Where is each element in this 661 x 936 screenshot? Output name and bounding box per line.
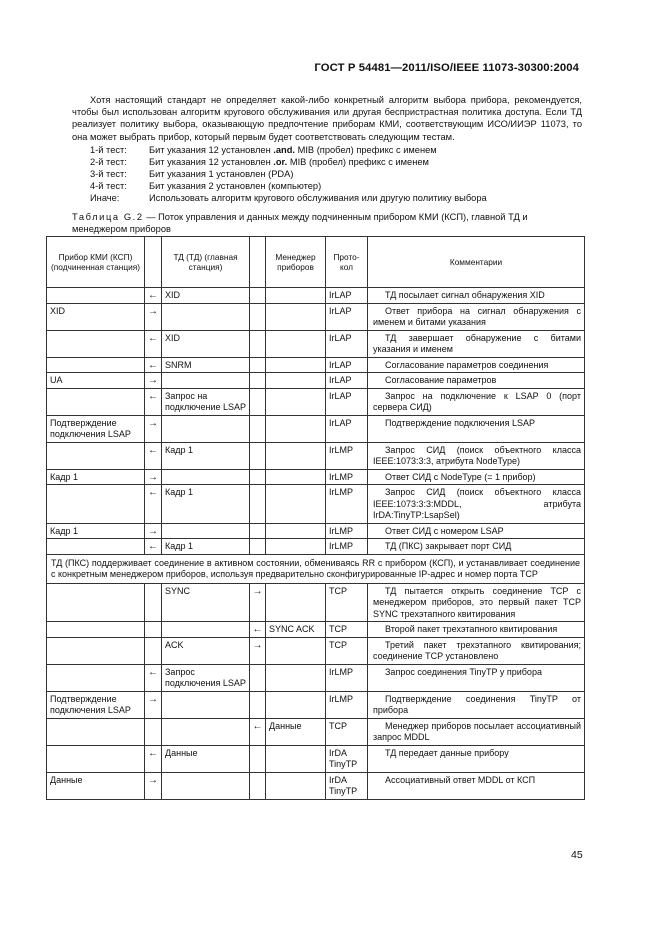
cell-manager <box>266 330 326 357</box>
table-row <box>47 539 585 555</box>
header-arrow-1 <box>145 237 162 288</box>
test-item <box>72 156 582 168</box>
cell-arrow-manager: ← <box>250 718 266 745</box>
cell-arrow-device: → <box>145 469 162 485</box>
cell-arrow-manager <box>250 469 266 485</box>
test-item <box>72 168 582 180</box>
cell-arrow-manager: → <box>250 637 266 664</box>
test-text: Бит указания 1 установлен (PDA) <box>149 168 294 179</box>
table-caption <box>72 211 584 236</box>
test-label: 3-й тест: <box>90 168 127 179</box>
cell-device: UA <box>47 373 145 389</box>
cell-manager <box>266 583 326 622</box>
cell-arrow-device: ← <box>145 330 162 357</box>
cell-manager <box>266 442 326 469</box>
table-row <box>47 772 585 799</box>
cell-comment: Ассоциативный ответ MDDL от КСП <box>368 772 585 799</box>
cell-comment: Ответ прибора на сигнал обнаружения с именем и битами указания <box>368 303 585 330</box>
cell-manager <box>266 745 326 772</box>
cell-protocol: IrLMP <box>326 691 368 718</box>
test-text: Использовать алгоритм кругового обслуживания или другую политику выбора <box>149 192 487 203</box>
cell-access-point <box>162 303 250 330</box>
cell-device: Кадр 1 <box>47 469 145 485</box>
cell-access-point: Кадр 1 <box>162 442 250 469</box>
cell-manager <box>266 373 326 389</box>
cell-protocol: IrLMP <box>326 664 368 691</box>
cell-arrow-device: ← <box>145 664 162 691</box>
cell-device: Кадр 1 <box>47 523 145 539</box>
cell-arrow-manager <box>250 664 266 691</box>
cell-protocol: IrLMP <box>326 523 368 539</box>
cell-manager <box>266 357 326 373</box>
cell-comment: Согласование параметров <box>368 373 585 389</box>
test-text: Бит указания 2 установлен (компьютер) <box>149 180 322 191</box>
header-manager: Менеджер приборов <box>266 237 326 288</box>
table-row <box>47 745 585 772</box>
cell-arrow-manager <box>250 415 266 442</box>
table-row <box>47 442 585 469</box>
table-span-row <box>47 554 585 583</box>
test-item <box>72 144 582 156</box>
table-body-part-1 <box>47 288 585 555</box>
cell-device <box>47 745 145 772</box>
cell-access-point: Кадр 1 <box>162 539 250 555</box>
cell-arrow-manager <box>250 485 266 524</box>
cell-access-point <box>162 469 250 485</box>
cell-access-point: ACK <box>162 637 250 664</box>
cell-arrow-manager <box>250 523 266 539</box>
cell-arrow-manager <box>250 539 266 555</box>
cell-arrow-manager <box>250 745 266 772</box>
table-row <box>47 718 585 745</box>
test-text: Бит указания 12 установлен <box>149 144 274 155</box>
cell-arrow-manager: → <box>250 583 266 622</box>
test-label: 4-й тест: <box>90 180 127 191</box>
cell-access-point: SYNC <box>162 583 250 622</box>
cell-protocol: IrLAP <box>326 357 368 373</box>
cell-device <box>47 485 145 524</box>
cell-manager <box>266 485 326 524</box>
cell-access-point: XID <box>162 288 250 304</box>
test-item <box>72 192 582 204</box>
cell-manager: SYNC ACK <box>266 622 326 638</box>
cell-device <box>47 539 145 555</box>
table-row <box>47 288 585 304</box>
cell-comment: Менеджер приборов посылает ассоциативный запрос MDDL <box>368 718 585 745</box>
cell-comment: ТД завершает обнаружение с битами указания и именем <box>368 330 585 357</box>
table-row <box>47 664 585 691</box>
cell-device <box>47 388 145 415</box>
cell-access-point: XID <box>162 330 250 357</box>
cell-protocol: TCP <box>326 583 368 622</box>
intro-section <box>72 94 582 204</box>
test-operator: .or. <box>273 156 288 167</box>
cell-arrow-device: ← <box>145 539 162 555</box>
cell-access-point <box>162 622 250 638</box>
cell-protocol: IrLAP <box>326 330 368 357</box>
cell-protocol: IrLMP <box>326 485 368 524</box>
test-operator: .and. <box>273 144 295 155</box>
cell-access-point <box>162 373 250 389</box>
cell-arrow-manager <box>250 288 266 304</box>
cell-manager <box>266 303 326 330</box>
cell-arrow-manager <box>250 691 266 718</box>
cell-access-point: Запрос подключения LSAP <box>162 664 250 691</box>
cell-protocol: IrLAP <box>326 373 368 389</box>
cell-manager <box>266 691 326 718</box>
table-row <box>47 330 585 357</box>
table-row <box>47 523 585 539</box>
header-comments: Комментарии <box>368 237 585 288</box>
cell-arrow-device: ← <box>145 745 162 772</box>
test-text: Бит указания 12 установлен <box>149 156 274 167</box>
header-protocol: Прото-кол <box>326 237 368 288</box>
cell-arrow-device: → <box>145 373 162 389</box>
table-row <box>47 469 585 485</box>
cell-comment: ТД передает данные прибору <box>368 745 585 772</box>
table-row <box>47 485 585 524</box>
cell-device <box>47 718 145 745</box>
cell-protocol: TCP <box>326 637 368 664</box>
cell-arrow-device: ← <box>145 442 162 469</box>
cell-arrow-device <box>145 718 162 745</box>
cell-comment: ТД посылает сигнал обнаружения XID <box>368 288 585 304</box>
cell-comment: Ответ СИД с номером LSAP <box>368 523 585 539</box>
test-label: 1-й тест: <box>90 144 127 155</box>
cell-manager <box>266 388 326 415</box>
cell-comment: Запрос на подключение к LSAP 0 (порт сервера СИД) <box>368 388 585 415</box>
cell-protocol: IrLMP <box>326 539 368 555</box>
cell-device <box>47 622 145 638</box>
cell-device <box>47 664 145 691</box>
cell-arrow-device: → <box>145 523 162 539</box>
table-row <box>47 373 585 389</box>
cell-device <box>47 330 145 357</box>
cell-comment: ТД (ПКС) закрывает порт СИД <box>368 539 585 555</box>
cell-device: Подтверждение подключения LSAP <box>47 691 145 718</box>
cell-protocol: IrLMP <box>326 442 368 469</box>
cell-protocol: IrLMP <box>326 469 368 485</box>
cell-protocol: IrLAP <box>326 303 368 330</box>
test-label: Иначе: <box>90 192 120 203</box>
cell-device: Подтверждение подключения LSAP <box>47 415 145 442</box>
cell-protocol: IrLAP <box>326 288 368 304</box>
table-row <box>47 357 585 373</box>
cell-device <box>47 288 145 304</box>
header-arrow-2 <box>250 237 266 288</box>
cell-arrow-manager <box>250 373 266 389</box>
cell-manager <box>266 539 326 555</box>
cell-access-point: Данные <box>162 745 250 772</box>
cell-access-point: SNRM <box>162 357 250 373</box>
cell-comment: Третий пакет трехэтапного квитирования; соединение TCP установлено <box>368 637 585 664</box>
page-number: 45 <box>571 849 583 861</box>
flow-table <box>46 236 585 800</box>
cell-comment: Запрос СИД (поиск объектного класса IEEE:1073:3:3, атрибута NodeType) <box>368 442 585 469</box>
table-row <box>47 622 585 638</box>
cell-arrow-device: → <box>145 415 162 442</box>
cell-arrow-manager <box>250 303 266 330</box>
cell-comment: Запрос соединения TinyTP у прибора <box>368 664 585 691</box>
test-text: MIB (пробел) префикс с именем <box>295 144 437 155</box>
header-access-point: ТД (ТД) (главная станция) <box>162 237 250 288</box>
table-row <box>47 691 585 718</box>
cell-access-point: Кадр 1 <box>162 485 250 524</box>
cell-arrow-device: ← <box>145 485 162 524</box>
cell-protocol: IrDA TinyTP <box>326 745 368 772</box>
table-header-row <box>47 237 585 288</box>
cell-device <box>47 583 145 622</box>
table-caption-text: — Поток управления и данных между подчиненным прибором КМИ (КСП), главной ТД и менеджером приборов <box>72 212 528 235</box>
cell-protocol: TCP <box>326 622 368 638</box>
cell-arrow-device: ← <box>145 288 162 304</box>
cell-protocol: IrDA TinyTP <box>326 772 368 799</box>
cell-manager <box>266 637 326 664</box>
cell-arrow-manager <box>250 357 266 373</box>
cell-comment: Подтверждение подключения LSAP <box>368 415 585 442</box>
cell-arrow-device: → <box>145 772 162 799</box>
cell-comment: Запрос СИД (поиск объектного класса IEEE:1073:3:3:MDDL, атрибута IrDA:TinyTP:LsapSel) <box>368 485 585 524</box>
table-row <box>47 583 585 622</box>
cell-comment: Второй пакет трехэтапного квитирования <box>368 622 585 638</box>
cell-comment: ТД пытается открыть соединение TCP с менеджером приборов, это первый пакет TCP SYNC трехэтапного квитирования <box>368 583 585 622</box>
cell-access-point <box>162 691 250 718</box>
cell-arrow-device: ← <box>145 357 162 373</box>
cell-access-point <box>162 772 250 799</box>
cell-manager <box>266 523 326 539</box>
cell-protocol: IrLAP <box>326 415 368 442</box>
span-text: ТД (ПКС) поддерживает соединение в активном состоянии, обмениваясь RR с прибором (КСП), и устанавливает соединение с конкретным менеджером приборов, используя предварительно сконфигурированные IP-адрес и номер порта TCP <box>47 554 585 583</box>
cell-arrow-manager <box>250 442 266 469</box>
test-item <box>72 180 582 192</box>
cell-arrow-device: → <box>145 303 162 330</box>
cell-manager <box>266 772 326 799</box>
cell-device: Данные <box>47 772 145 799</box>
cell-device <box>47 442 145 469</box>
table-row <box>47 388 585 415</box>
table-body-part-2 <box>47 583 585 799</box>
cell-access-point: Запрос на подключение LSAP <box>162 388 250 415</box>
test-text: MIB (пробел) префикс с именем <box>287 156 429 167</box>
cell-access-point <box>162 718 250 745</box>
table-caption-label: Таблица G.2 <box>72 212 144 222</box>
cell-arrow-manager <box>250 388 266 415</box>
cell-arrow-manager <box>250 772 266 799</box>
cell-manager: Данные <box>266 718 326 745</box>
cell-manager <box>266 415 326 442</box>
cell-arrow-device: ← <box>145 388 162 415</box>
cell-arrow-device: → <box>145 691 162 718</box>
header-device: Прибор КМИ (КСП) (подчиненная станция) <box>47 237 145 288</box>
table-row <box>47 415 585 442</box>
cell-arrow-device <box>145 622 162 638</box>
table-row <box>47 303 585 330</box>
cell-manager <box>266 469 326 485</box>
cell-device <box>47 357 145 373</box>
test-list <box>72 144 582 204</box>
cell-manager <box>266 664 326 691</box>
intro-paragraph: Хотя настоящий стандарт не определяет какой-либо конкретный алгоритм выбора прибора, рекомендуется, чтобы был использован алгоритм кругового обслуживания или другая беспристрастная политика доступа. Если ТД реализует политику выбора, оказывающую предпочтение приборам КМИ, соответствующим ИСО/ИИЭР 11073, то она может выбрать прибор, который первым будет соответствовать следующим тестам. <box>72 95 582 142</box>
cell-comment: Согласование параметров соединения <box>368 357 585 373</box>
cell-access-point <box>162 415 250 442</box>
cell-arrow-manager <box>250 330 266 357</box>
table-row <box>47 637 585 664</box>
cell-arrow-manager: ← <box>250 622 266 638</box>
document-header: ГОСТ Р 54481—2011/ISO/IEEE 11073-30300:2004 <box>314 62 579 74</box>
cell-access-point <box>162 523 250 539</box>
cell-protocol: IrLAP <box>326 388 368 415</box>
cell-arrow-device <box>145 637 162 664</box>
cell-comment: Подтверждение соединения TinyTP от прибора <box>368 691 585 718</box>
test-label: 2-й тест: <box>90 156 127 167</box>
cell-device: XID <box>47 303 145 330</box>
table-body-span <box>47 554 585 583</box>
cell-comment: Ответ СИД с NodeType (= 1 прибор) <box>368 469 585 485</box>
cell-device <box>47 637 145 664</box>
cell-protocol: TCP <box>326 718 368 745</box>
cell-manager <box>266 288 326 304</box>
cell-arrow-device <box>145 583 162 622</box>
